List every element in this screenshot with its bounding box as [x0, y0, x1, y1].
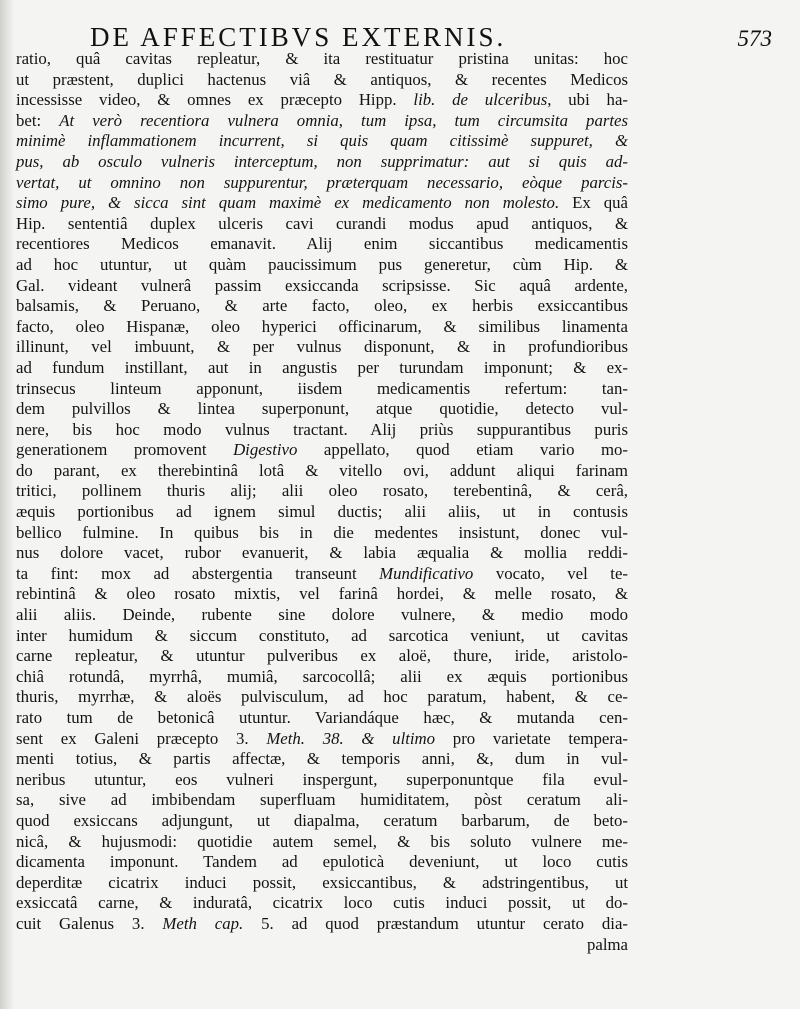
- text-run: ratio, quâ cavitas repleatur, & ita restituatur pristina unitas: hoc: [16, 49, 628, 68]
- text-run: 5. ad quod præstandum utuntur cerato dia-: [243, 913, 628, 933]
- text-line: [16, 111, 628, 132]
- text-line: [16, 646, 628, 667]
- text-line: [16, 358, 628, 379]
- text-line: [16, 914, 628, 935]
- page-gutter-shadow: [0, 0, 14, 1009]
- italic-text-run: Meth. 38. & ultimo: [266, 728, 436, 748]
- text-run: trinsecus linteum apponunt, iisdem medicamentis refertum: tan-: [16, 378, 628, 398]
- text-run: sa, sive ad imbibendam superfluam humiditatem, pòst ceratum ali-: [16, 790, 628, 810]
- text-line: [16, 49, 628, 70]
- text-line: [16, 131, 628, 152]
- text-run: pro varietate tempera-: [435, 728, 628, 748]
- text-line: [16, 852, 628, 873]
- text-run: ad hoc utuntur, ut quàm paucissimum pus generetur, cùm Hip. &: [16, 254, 628, 274]
- body-text: [16, 49, 628, 955]
- text-run: nicâ, & hujusmodi: quotidie autem semel, & bis soluto vulnere me-: [16, 831, 628, 851]
- text-line: [16, 523, 628, 544]
- text-line: [16, 749, 628, 770]
- text-run: Gal. videant vulnerâ passim exsiccanda scripsisse. Sic aquâ ardente,: [16, 275, 628, 295]
- text-line: [16, 770, 628, 791]
- text-line: [16, 317, 628, 338]
- catchword: palma: [586, 934, 628, 954]
- text-line: [16, 152, 628, 173]
- italic-text-run: lib. de ulceribus: [413, 90, 548, 110]
- text-run: ad fundum instillant, aut in angustis per turundam imponunt; & ex-: [16, 357, 628, 377]
- text-line: [16, 543, 628, 564]
- text-line: [16, 832, 628, 853]
- text-run: illinunt, vel imbuunt, & per vulnus disponunt, & in profundioribus: [16, 337, 628, 357]
- text-run: balsamis, & Peruano, & arte facto, oleo, ex herbis exsiccantibus: [16, 296, 628, 316]
- text-run: cuit Galenus 3.: [16, 913, 163, 933]
- page-number: 573: [737, 26, 772, 51]
- text-run: thuris, myrrhæ, & aloës pulvisculum, ad hoc paratum, habent, & ce-: [16, 687, 628, 707]
- text-line: [16, 708, 628, 729]
- text-line: [16, 420, 628, 441]
- text-line: [16, 873, 628, 894]
- italic-text-run: simo pure, & sicca sint quam maximè ex medicamento non molesto.: [16, 193, 560, 213]
- text-line: [16, 584, 628, 605]
- text-line: [16, 214, 628, 235]
- italic-text-run: pus, ab osculo vulneris interceptum, non supprimatur: aut si quis ad-: [16, 151, 628, 171]
- text-line: [16, 626, 628, 647]
- text-run: Hip. sententiâ duplex ulceris cavi curandi modus apud antiquos, &: [16, 213, 628, 233]
- text-run: dicamenta imponunt. Tandem ad epuloticà deveniunt, ut loco cutis: [16, 852, 628, 872]
- text-line: [16, 173, 628, 194]
- text-run: recentiores Medicos emanavit. Alij enim siccantibus medicamentis: [16, 234, 628, 254]
- text-line: [16, 276, 628, 297]
- text-line: [16, 70, 628, 91]
- text-run: appellato, quod etiam vario mo-: [297, 440, 629, 460]
- italic-text-run: At verò recentiora vulnera omnia, tum ipsa, tum circumsita partes: [59, 110, 629, 130]
- text-run: deperditæ cicatrix induci possit, exsiccantibus, & adstringentibus, ut: [16, 872, 628, 892]
- text-run: tritici, pollinem thuris alij; alii oleo rosato, terebentinâ, & cerâ,: [16, 481, 628, 501]
- text-run: nere, bis hoc modo vulnus tractant. Alij priùs suppurantibus puris: [16, 419, 628, 439]
- text-run: inter humidum & siccum constituto, ad sarcotica veniunt, ut cavitas: [16, 625, 628, 645]
- text-run: generationem promovent: [16, 440, 234, 460]
- text-run: , ubi ha-: [547, 90, 628, 110]
- text-line: [16, 379, 628, 400]
- text-line: [16, 687, 628, 708]
- text-line: [16, 564, 628, 585]
- page-header: [90, 22, 780, 52]
- text-run: facto, oleo Hispanæ, oleo hyperici officinarum, & similibus linamenta: [16, 316, 628, 336]
- text-run: carne repleatur, & utuntur pulveribus ex aloë, thure, iride, aristolo-: [16, 646, 628, 666]
- text-line: [16, 481, 628, 502]
- text-line: [16, 193, 628, 214]
- text-run: bet:: [16, 110, 60, 130]
- text-line: [16, 893, 628, 914]
- text-line: [16, 90, 628, 111]
- text-run: menti totius, & partis affectæ, & temporis anni, &, dum in vul-: [16, 749, 628, 769]
- text-run: alii aliis. Deinde, rubente sine dolore vulnere, & medio modo: [16, 605, 628, 625]
- text-run: vocato, vel te-: [473, 563, 629, 583]
- running-title: DE AFFECTIBVS EXTERNIS.: [90, 22, 507, 52]
- text-run: neribus utuntur, eos vulneri inspergunt, superponuntque fila evul-: [16, 769, 628, 789]
- text-run: dem pulvillos & lintea superponunt, atque quotidie, detecto vul-: [16, 399, 628, 419]
- text-line: [16, 296, 628, 317]
- text-line: [16, 399, 628, 420]
- text-line: [16, 255, 628, 276]
- text-run: nus dolore vacet, rubor evanuerit, & labia æqualia & mollia reddi-: [16, 543, 628, 563]
- text-run: æquis portionibus ad ignem simul ductis; alii aliis, ut in contusis: [16, 502, 628, 522]
- text-run: Ex quâ: [559, 193, 628, 213]
- text-line: [16, 440, 628, 461]
- text-line: [16, 337, 628, 358]
- text-line: [16, 234, 628, 255]
- italic-text-run: Meth cap.: [162, 913, 244, 933]
- text-line: [16, 811, 628, 832]
- text-line: [16, 790, 628, 811]
- text-line: [16, 729, 628, 750]
- text-run: ut præstent, duplici hactenus viâ & antiquos, & recentes Medicos: [16, 69, 628, 89]
- italic-text-run: Digestivo: [233, 440, 298, 460]
- text-run: bellico fulmine. In quibus bis in die medentes insistunt, donec vul-: [16, 522, 628, 542]
- text-run: rato tum de betonicâ utuntur. Variandáque hæc, & mutanda cen-: [16, 708, 628, 727]
- text-line: [16, 502, 628, 523]
- text-line: [16, 461, 628, 482]
- text-run: ta fint: mox ad abstergentia transeunt: [16, 563, 380, 583]
- text-run: incessisse video, & omnes ex præcepto Hipp.: [16, 90, 414, 110]
- text-run: chiâ rotundâ, myrrhâ, mumiâ, sarcocollâ; alii ex æquis portionibus: [16, 666, 628, 686]
- text-line: [16, 667, 628, 688]
- text-run: sent ex Galeni præcepto 3.: [16, 728, 267, 748]
- italic-text-run: vertat, ut omnino non suppurentur, præterquam necessario, eòque parcis-: [16, 172, 628, 192]
- text-run: rebintinâ & oleo rosato mixtis, vel farinâ hordei, & melle rosato, &: [16, 584, 628, 604]
- text-line: [16, 605, 628, 626]
- text-run: exsiccatâ carne, & induratâ, cicatrix loco cutis induci possit, ut do-: [16, 893, 628, 913]
- text-run: do parant, ex therebintinâ lotâ & vitello ovi, addunt aliqui farinam: [16, 460, 628, 480]
- text-run: quod exsiccans adjungunt, ut diapalma, ceratum barbarum, de beto-: [16, 810, 628, 830]
- italic-text-run: minimè inflammationem incurrent, si quis quam citissimè suppuret, &: [16, 131, 628, 151]
- italic-text-run: Mundificativo: [379, 563, 474, 583]
